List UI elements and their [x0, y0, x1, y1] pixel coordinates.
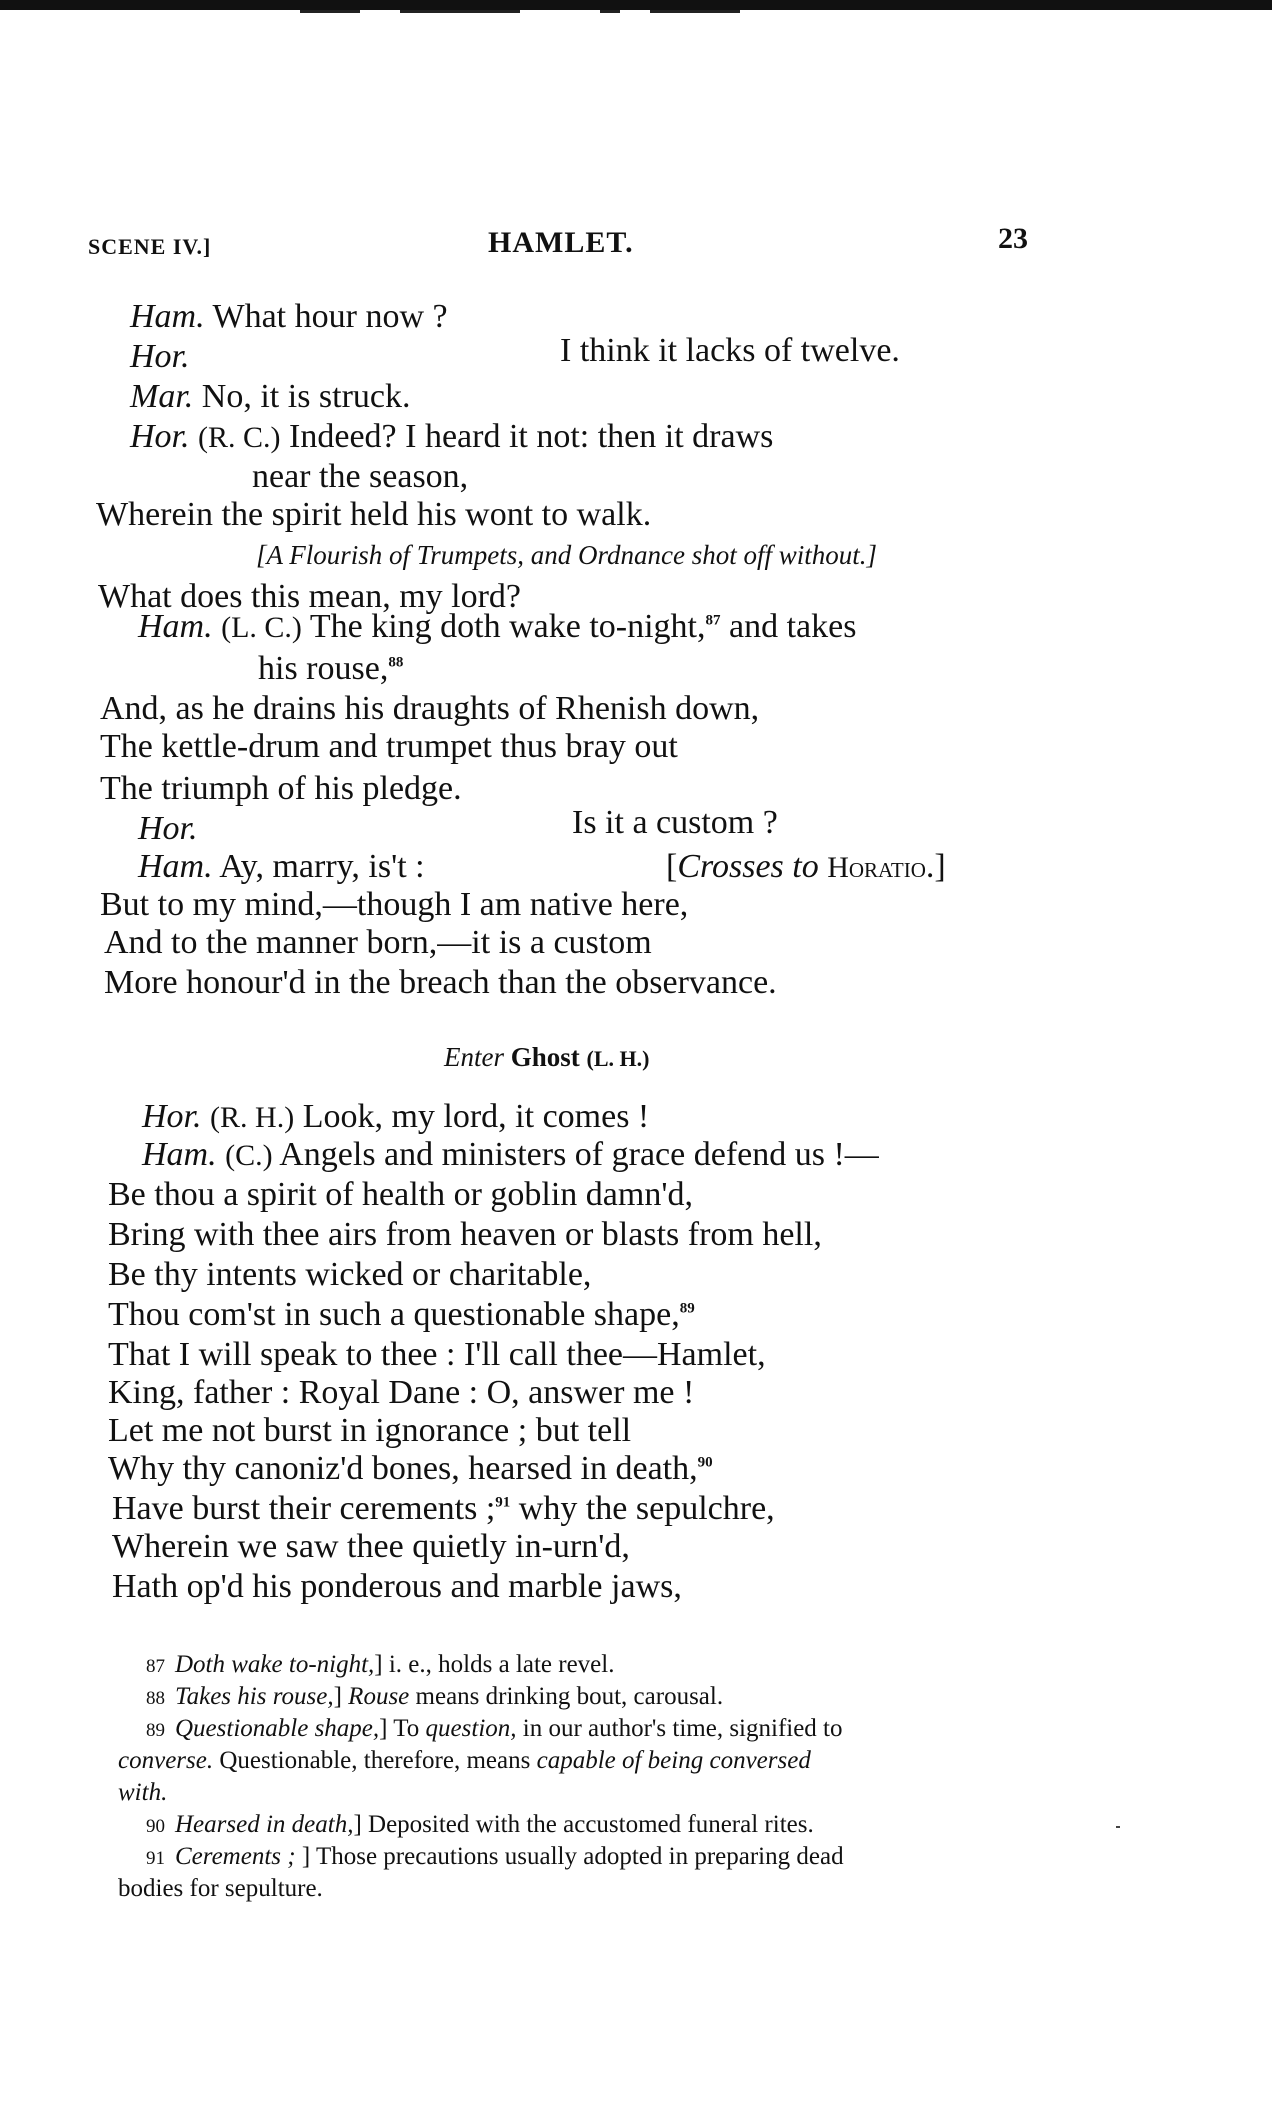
- footnote-89: 89 Questionable shape,] To question, in our author's time, signified to: [146, 1715, 843, 1742]
- line-text: Wherein the spirit held his wont to walk.: [96, 496, 652, 533]
- verse-line: That I will speak to thee : I'll call thee—Hamlet,: [108, 1336, 766, 1373]
- verse-line: [104, 926, 652, 960]
- line-text: And to the manner born,—it is a custom: [104, 924, 652, 961]
- stage-direction: [Crosses to Horatio.]: [666, 848, 946, 885]
- footnote-91: 91 Cerements ; ] Those precautions usually adopted in preparing dead: [146, 1843, 844, 1870]
- footnote-89-continued: converse. Questionable, therefore, means capable of being conversed: [118, 1747, 811, 1774]
- line-text: Look, my lord, it comes !: [302, 1098, 650, 1135]
- line-text: But to my mind,—though I am native here,: [100, 886, 689, 923]
- note-ref[interactable]: 88: [388, 654, 404, 671]
- verse-line: [258, 652, 403, 686]
- verse-line: [96, 498, 651, 532]
- speaker-name: Ham.: [138, 608, 213, 645]
- line-text: What hour now ?: [212, 298, 448, 335]
- verse-line: Wherein we saw thee quietly in-urn'd,: [112, 1528, 630, 1565]
- line-text: The triumph of his pledge.: [100, 770, 462, 807]
- verse-line: [100, 888, 688, 922]
- speaker-name: Mar.: [130, 378, 194, 415]
- entrance-direction: Enter Ghost (L. H.): [444, 1042, 650, 1072]
- verse-line: [130, 380, 411, 414]
- page-number: 23: [998, 222, 1028, 255]
- note-ref[interactable]: 90: [697, 1454, 713, 1471]
- stage-position: (R. C.): [198, 421, 281, 454]
- speaker-name: Ham.: [138, 848, 213, 885]
- verse-line: [130, 300, 448, 334]
- footnote-89-continued: with.: [118, 1779, 168, 1806]
- stage-position: (R. H.): [210, 1101, 295, 1134]
- line-text: I think it lacks of twelve.: [560, 332, 900, 369]
- note-ref[interactable]: 87: [705, 612, 721, 629]
- line-text: And, as he drains his draughts of Rhenish down,: [100, 690, 760, 727]
- stage-position: (L. C.): [221, 611, 302, 644]
- verse-line: Have burst their cerements ;$^{91}$ why the sepulchre,: [112, 1490, 775, 1527]
- verse-line: [138, 804, 1038, 847]
- line-text: his rouse,: [258, 650, 389, 687]
- footnote-88: 88 Takes his rouse,] Rouse means drinking bout, carousal.: [146, 1683, 724, 1710]
- speaker-name: Hor.: [138, 810, 198, 847]
- speaker-name: Hor.: [142, 1098, 202, 1135]
- line-text: and takes: [728, 608, 857, 645]
- speaker-name: Hor.: [130, 418, 190, 455]
- verse-line: Thou com'st in such a questionable shape,$^{89}$: [108, 1296, 695, 1333]
- verse-line: [130, 420, 773, 454]
- verse-line: [138, 610, 856, 644]
- verse-line: [100, 692, 759, 726]
- verse-line: Why thy canoniz'd bones, hearsed in death,$^{90}$: [108, 1450, 713, 1487]
- verse-line: [130, 332, 1030, 375]
- verse-line: Be thou a spirit of health or goblin damn'd,: [108, 1176, 693, 1213]
- stage-direction: [A Flourish of Trumpets, and Ordnance shot off without.]: [256, 540, 878, 570]
- line-text: More honour'd in the breach than the observance.: [104, 964, 777, 1001]
- verse-line: [142, 1100, 649, 1134]
- verse-line: Bring with thee airs from heaven or blasts from hell,: [108, 1216, 822, 1253]
- verse-line: [104, 966, 777, 1000]
- verse-line: Let me not burst in ignorance ; but tell: [108, 1412, 632, 1449]
- line-text: near the season,: [252, 458, 469, 495]
- stage-position: (C.): [225, 1139, 273, 1172]
- line-text: Is it a custom ?: [572, 804, 778, 841]
- footnote-91-continued: bodies for sepulture.: [118, 1875, 323, 1902]
- footnote-87: 87 Doth wake to-night,] i. e., holds a late revel.: [146, 1651, 615, 1678]
- verse-line: [100, 772, 462, 806]
- line-text: The kettle-drum and trumpet thus bray out: [100, 728, 678, 765]
- note-ref[interactable]: 91: [495, 1494, 511, 1511]
- verse-line: Hath op'd his ponderous and marble jaws,: [112, 1568, 682, 1605]
- running-head: [88, 222, 1028, 262]
- scene-label: SCENE IV.]: [88, 234, 212, 259]
- line-text: The king doth wake to-night,: [309, 608, 706, 645]
- footnote-90: 90 Hearsed in death,] Deposited with the accustomed funeral rites.: [146, 1811, 814, 1838]
- speaker-name: Hor.: [130, 338, 190, 375]
- line-text: No, it is struck.: [201, 378, 411, 415]
- line-text: Ay, marry, is't :: [219, 848, 425, 885]
- scan-speck: [1116, 1826, 1120, 1828]
- line-text: What does this mean, my lord?: [98, 578, 522, 615]
- line-text: Angels and ministers of grace defend us !—: [279, 1136, 879, 1173]
- verse-line: [142, 1138, 879, 1172]
- verse-line: King, father : Royal Dane : O, answer me !: [108, 1374, 695, 1411]
- speaker-name: Ham.: [142, 1136, 217, 1173]
- line-text: Indeed? I heard it not: then it draws: [289, 418, 774, 455]
- note-ref[interactable]: 89: [679, 1300, 695, 1317]
- verse-line: [100, 730, 678, 764]
- play-title: HAMLET.: [488, 226, 634, 259]
- verse-line: Be thy intents wicked or charitable,: [108, 1256, 592, 1293]
- verse-line: [252, 460, 468, 494]
- verse-line: [138, 850, 1038, 884]
- speaker-name: Ham.: [130, 298, 205, 335]
